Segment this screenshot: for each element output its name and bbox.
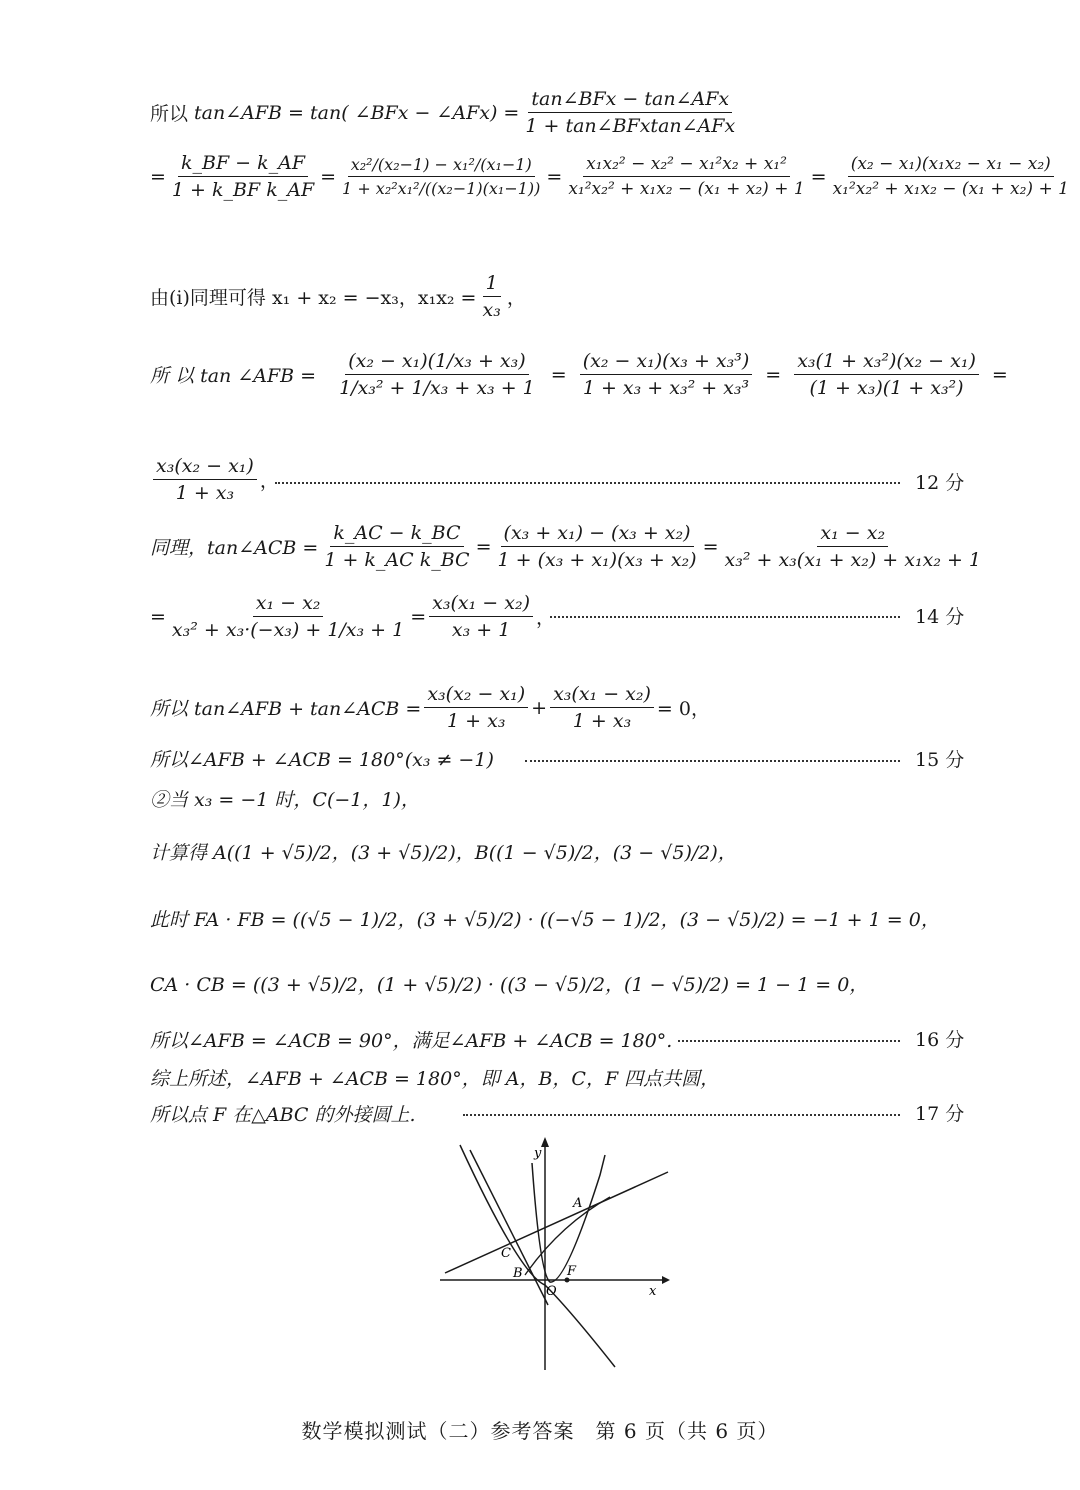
line-3-den: x₃ xyxy=(482,299,501,321)
line-9: 所以∠AFB + ∠ACB = 180°(x₃ ≠ −1) xyxy=(150,749,494,771)
page-footer: 数学模拟测试（二）参考答案 第 6 页（共 6 页） xyxy=(301,1419,779,1443)
line-13: CA · CB = ((3 + √5)/2，(1 + √5)/2) · ((3 − √5)/2，(1 − √5)/2) = 1 − 1 = 0， xyxy=(150,974,869,996)
line-2-c-num: x₁x₂² − x₂² − x₁²x₂ + x₁² xyxy=(583,154,790,177)
line-8-prefix: 所以 tan∠AFB + tan∠ACB = xyxy=(150,698,422,720)
line-7-frac-a xyxy=(169,592,407,641)
line-2: = $\frac{k\_BF - k\_AF}{\text{1 + k\_BF k\_AF}}$ = $\frac{\text{x₂²/(x₂−1) − x₁²/(x₁−1)}}{\text{1 + x₂²x₁²/((x₂−1)(x₁−1))}}$ = $\frac{\text{x₁x₂² − x₂² − x₁²x₂ + x₁²}}{\text{x₁²x₂² + x₁x₂ − (x₁ + x₂) + 1}}$ = $\frac{\text{(x₂ − x₁)(x₁x₂ − x₁ − x₂)}}{\text{x₁²x₂² + x₁x₂ − (x₁ + x₂) + 1}}$ xyxy=(150,152,1075,201)
line-5-den: 1 + x₃ xyxy=(175,482,235,504)
line-6-c-den: x₃² + x₃(x₁ + x₂) + x₁x₂ + 1 xyxy=(724,549,982,571)
label-a: A xyxy=(573,1196,583,1211)
parabola-figure xyxy=(440,1135,670,1375)
line-15: 综上所述，∠AFB + ∠ACB = 180°，即 A，B，C，F 四点共圆， xyxy=(150,1068,720,1090)
line-1-prefix: 所以 xyxy=(150,103,189,125)
line-4-a-den: 1/x₃² + 1/x₃ + x₃ + 1 xyxy=(339,377,535,399)
line-1-lhs: tan∠AFB = tan( ∠BFx − ∠AFx) = xyxy=(194,101,520,124)
line-6-frac-c xyxy=(722,522,985,571)
line-2-d-den: x₁²x₂² + x₁x₂ − (x₁ + x₂) + 1 xyxy=(832,179,1069,199)
dotted-leader-16 xyxy=(678,1040,900,1042)
line-14: 所以∠AFB = ∠ACB = 90°，满足∠AFB + ∠ACB = 180°. xyxy=(150,1030,673,1052)
line-2-c-den: x₁²x₂² + x₁x₂ − (x₁ + x₂) + 1 xyxy=(568,179,805,199)
line-8-suffix: = 0， xyxy=(656,698,710,720)
dotted-leader-14 xyxy=(550,616,900,618)
line-4-frac-b xyxy=(580,350,753,399)
y-label: y xyxy=(534,1146,542,1161)
line-8: 所以 tan∠AFB + tan∠ACB = $\frac{\text{x₃(x₂ − x₁)}}{\text{1 + x₃}}$ + $\frac{\text{x₃(x₁ − x₂)}}{\text{1 + x₃}}$ = 0， xyxy=(150,683,710,732)
line-7-frac-b xyxy=(429,592,533,641)
line-6-b-den: 1 + (x₃ + x₁)(x₃ + x₂) xyxy=(497,549,697,571)
dotted-leader-12 xyxy=(275,482,900,484)
line-5: $\frac{\text{x₃(x₂ − x₁)}}{\text{1 + x₃}}$ ， xyxy=(150,455,279,504)
line-2-frac-c xyxy=(565,154,807,199)
line-8-frac-a xyxy=(424,683,528,732)
line-8-a-num: x₃(x₂ − x₁) xyxy=(424,683,528,708)
score-16: 16 分 xyxy=(915,1029,965,1051)
line-4-b-den: 1 + x₃ + x₃² + x₃³ xyxy=(582,377,750,399)
line-2-frac-d xyxy=(830,154,1072,199)
line-7: = $\frac{\text{x₁ − x₂}}{\text{x₃² + x₃·(−x₃) + 1/x₃ + 1}}$ = $\frac{\text{x₃(x₁ − x₂)}}{\text{x₃ + 1}}$ ， xyxy=(150,592,555,641)
line-5-num: x₃(x₂ − x₁) xyxy=(153,455,257,480)
line-4-b-num: (x₂ − x₁)(x₃ + x₃³) xyxy=(580,350,753,375)
line-12: 此时 FA · FB = ((√5 − 1)/2，(3 + √5)/2) · ((−√5 − 1)/2，(3 − √5)/2) = −1 + 1 = 0， xyxy=(150,909,940,931)
line-6: 同理，tan∠ACB = $\frac{k\_AC - k\_BC}{\text{1 + k\_AC k\_BC}}$ = $\frac{\text{(x₃ + x₁) − (x₃ + x₂)}}{\text{1 + (x₃ + x₁)(x₃ + x₂)}}$ = $\frac{\text{x₁ − x₂}}{\text{x₃² + x₃(x₁ + x₂) + x₁x₂ + 1}}$ xyxy=(150,522,987,571)
line-2-frac-b xyxy=(339,155,543,198)
line-6-a-den: 1 + k_AC k_BC xyxy=(324,549,470,571)
line-6-frac-a xyxy=(321,522,472,571)
line-3-num: 1 xyxy=(483,272,501,297)
line-4-prefix: 所 以 tan ∠AFB = xyxy=(150,365,317,387)
score-12: 12 分 xyxy=(915,472,965,494)
line-3-text: 由(i)同理可得 x₁ + x₂ = −x₃，x₁x₂ = xyxy=(150,287,477,309)
x-axis-arrow xyxy=(662,1276,670,1284)
line-6-a-num: k_AC − k_BC xyxy=(330,522,463,547)
y-axis-arrow xyxy=(541,1137,549,1147)
line-5-frac xyxy=(153,455,257,504)
tangent-line-cb xyxy=(470,1150,548,1305)
line-4-c-den: (1 + x₃)(1 + x₃²) xyxy=(809,377,964,399)
line-2-b-num: x₂²/(x₂−1) − x₁²/(x₁−1) xyxy=(348,155,535,177)
line-16: 所以点 F 在△ABC 的外接圆上. xyxy=(150,1104,416,1126)
line-6-frac-b xyxy=(495,522,700,571)
line-4-frac-a xyxy=(336,350,538,399)
line-8-a-den: 1 + x₃ xyxy=(447,710,506,732)
dotted-leader-15 xyxy=(525,760,900,762)
line-2-frac-a xyxy=(169,152,317,201)
line-3: 由(i)同理可得 x₁ + x₂ = −x₃，x₁x₂ = $\frac{1}{\text{x₃}}$ ， xyxy=(150,272,526,321)
line-4: 所 以 tan ∠AFB = $\frac{\text{(x₂ − x₁)(1/x₃ + x₃)}}{\text{1/x₃² + 1/x₃ + x₃ + 1}}$ = $\frac{\text{(x₂ − x₁)(x₃ + x₃³)}}{\text{1 + x₃ + x₃² + x₃³}}$ = $\frac{\text{x₃(1 + x₃²)(x₂ − x₁)}}{\text{(1 + x₃)(1 + x₃²)}}$ = xyxy=(150,350,1008,399)
label-o: O xyxy=(546,1284,557,1299)
label-b: B xyxy=(513,1266,523,1281)
line-8-b-den: 1 + x₃ xyxy=(572,710,632,732)
line-2-a-num: k_BF − k_AF xyxy=(178,152,308,177)
line-8-b-num: x₃(x₁ − x₂) xyxy=(550,683,654,708)
line-10: ②当 x₃ = −1 时，C(−1，1)， xyxy=(150,789,420,811)
line-4-frac-c xyxy=(794,350,979,399)
line-2-a-den: 1 + k_BF k_AF xyxy=(171,179,315,201)
line-1-fraction xyxy=(522,88,738,137)
line-7-a-num: x₁ − x₂ xyxy=(253,592,324,617)
x-label: x xyxy=(649,1284,657,1299)
line-1 xyxy=(150,88,741,137)
dotted-leader-17 xyxy=(463,1114,900,1116)
score-17: 17 分 xyxy=(915,1103,965,1125)
score-14: 14 分 xyxy=(915,606,965,628)
line-7-b-num: x₃(x₁ − x₂) xyxy=(429,592,533,617)
line-7-b-den: x₃ + 1 xyxy=(451,619,511,641)
line-7-a-den: x₃² + x₃·(−x₃) + 1/x₃ + 1 xyxy=(171,619,405,641)
line-11: 计算得 A((1 + √5)/2，(3 + √5)/2)，B((1 − √5)/2，(3 − √5)/2)， xyxy=(150,842,737,864)
line-1-den: 1 + tan∠BFxtan∠AFx xyxy=(525,115,736,137)
line-3-frac xyxy=(479,272,503,321)
line-2-b-den: 1 + x₂²x₁²/((x₂−1)(x₁−1)) xyxy=(342,179,541,198)
label-c: C xyxy=(501,1246,511,1261)
label-f: F xyxy=(567,1264,577,1279)
tangent-line-ac xyxy=(445,1172,668,1273)
line-4-a-num: (x₂ − x₁)(1/x₃ + x₃) xyxy=(345,350,528,375)
score-15: 15 分 xyxy=(915,749,965,771)
line-2-d-num: (x₂ − x₁)(x₁x₂ − x₁ − x₂) xyxy=(848,154,1054,177)
line-1-num: tan∠BFx − tan∠AFx xyxy=(528,88,732,113)
line-8-frac-b xyxy=(550,683,654,732)
line-4-c-num: x₃(1 + x₃²)(x₂ − x₁) xyxy=(794,350,979,375)
line-6-c-num: x₁ − x₂ xyxy=(817,522,888,547)
line-6-b-num: (x₃ + x₁) − (x₃ + x₂) xyxy=(501,522,694,547)
line-6-prefix: 同理，tan∠ACB = xyxy=(150,537,319,559)
